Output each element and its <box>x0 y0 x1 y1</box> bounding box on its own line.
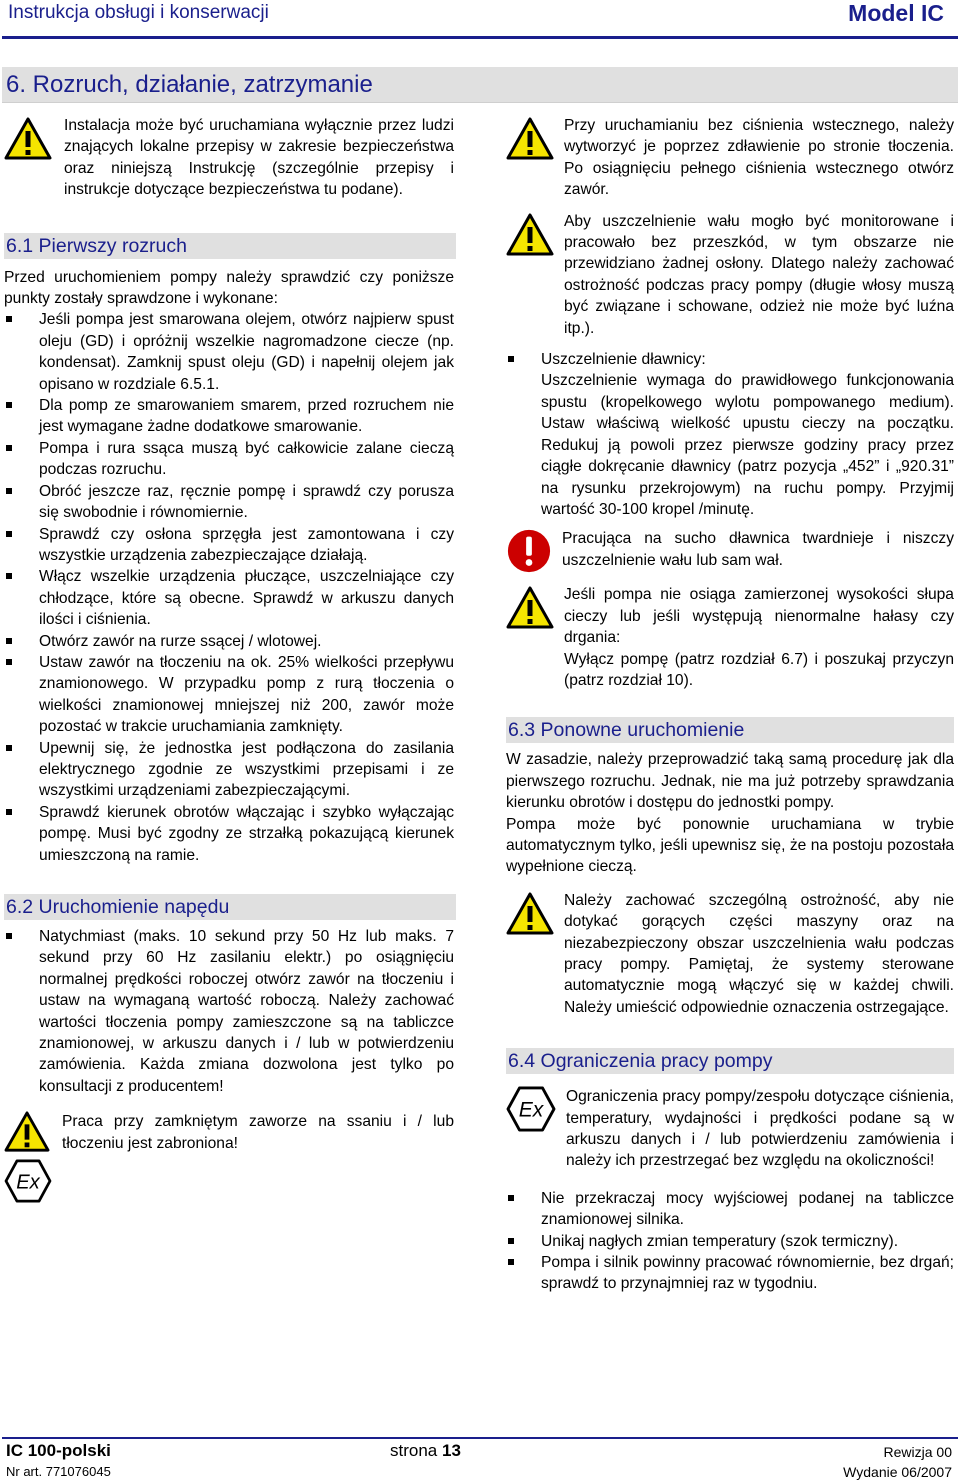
list-item: Nie przekraczaj mocy wyjściowej podanej na tabliczce znamionowej silnika. <box>506 1188 954 1231</box>
gland-label: Uszczelnienie dławnicy: <box>541 351 706 369</box>
right-column <box>506 115 954 1295</box>
section-6-1-intro: Przed uruchomieniem pompy należy sprawdzić czy poniższe punkty zostały sprawdzone i wykonane: <box>4 268 454 308</box>
shaft-seal-warning-text: Aby uszczelnienie wału mogło być monitorowane i pracowało bez przeszkód, w tym obszarze nie przewidziano żadnej osłony. Dlatego należy zachować ostrożność podczas pracy pompy (długie włosy muszą być związane i schowane, odzież nie może być luźna itp.). <box>564 212 954 337</box>
list-item: Otwórz zawór na rurze ssącej / wlotowej. <box>4 631 454 652</box>
section-6-4-title: 6.4 Ograniczenia pracy pompy <box>506 1048 954 1074</box>
section-6-1-title: 6.1 Pierwszy rozruch <box>4 233 456 259</box>
warning-triangle-icon <box>506 115 554 201</box>
section-6-3-paragraph-1: W zasadzie, należy przeprowadzić taką samą procedurę jak dla pierwszego rozruchu. Jednak, nie ma już potrzeby sprawdzania kierunku obrotów i dostępu do jednostki pompy. <box>506 751 954 812</box>
footer-rule <box>2 1437 958 1439</box>
operating-limits-ex-text: Ograniczenia pracy pompy/zespołu dotyczące ciśnienia, temperatury, wydajności i prędkości podane są w arkuszu danych i / lub potwierdzeniu zamówienia i należy ich przestrzegać bez względu na okoliczności! <box>566 1088 954 1170</box>
hot-parts-warning-text: Należy zachować szczególną ostrożność, aby nie dotykać gorących części maszyny oraz na niezabezpieczony obszar uszczelnienia wału podczas pracy pompy. Pamiętaj, że systemy sterowane automatycznie mogą włączyć się w każdej chwili. Należy umieścić odpowiednie oznaczenia ostrzegające. <box>564 891 954 1016</box>
gland-text: Uszczelnienie wymaga do prawidłowego funkcjonowania spustu (kropelkowego wylotu pompowanego medium). Ustaw właściwą wielkość upustu cieczy na początku. Redukuj ją powoli przez pierwsze godziny pracy przez ciągłe dokręcanie dławnicy (patrz pozycja „452” i „920.31” na rysunku przekrojowym) na ruchu pompy. Przyjmij wartość 30-100 kropel /minutę. <box>541 372 954 518</box>
list-item: Unikaj nagłych zmian temperatury (szok termiczny). <box>506 1231 954 1252</box>
warning-triangle-icon <box>506 890 554 1018</box>
section-6-2-list <box>4 926 454 1097</box>
warning-triangle-icon <box>506 584 554 691</box>
list-item: Natychmiast (maks. 10 sekund przy 50 Hz lub maks. 7 sekund przy 60 Hz zasilaniu elektr.) po osiągnięciu normalnej prędkości roboczej otwórz zawór na tłoczeniu i ustaw na wymaganą wartość roboczą. Należy zachować wartości tłoczenia pompy zamieszczone są na tabliczce znamionowej, w arkuszu danych i / lub w potwierdzeniu zamówienia. Każda zmiana dozwolona jest tylko po konsultacji z producentem! <box>4 926 454 1097</box>
footer-page-label: strona <box>390 1441 438 1460</box>
ex-explosion-icon <box>4 1159 52 1203</box>
list-item: Obróć jeszcze raz, ręcznie pompę i sprawdź czy porusza się swobodnie i równomiernie. <box>4 481 454 524</box>
shaft-seal-warning <box>506 211 954 339</box>
header-model: Model IC <box>848 0 944 26</box>
section-title: 6. Rozruch, działanie, zatrzymanie <box>2 67 958 103</box>
list-item: Jeśli pompa jest smarowana olejem, otwórz najpierw spust oleju (GD) i opróżnij wszelkie nagromadzone ciecze (np. kondensat). Zamknij spust oleju (GD) i napełnij olejem jak opisano w rozdziale 6.5.1. <box>4 309 454 395</box>
exclamation-circle-icon <box>506 528 552 574</box>
list-item: Sprawdź czy osłona sprzęgła jest zamontowana i czy wszystkie urządzenia zabezpieczające działają. <box>4 524 454 567</box>
head-warning <box>506 584 954 691</box>
footer-page-number: 13 <box>441 1441 461 1460</box>
footer-article: Nr art. 771076045 <box>6 1464 111 1479</box>
header-title: Instrukcja obsługi i konserwacji <box>8 2 269 23</box>
ex-explosion-icon <box>506 1086 556 1172</box>
footer-doc: IC 100-polski <box>6 1441 111 1460</box>
intro-warning <box>4 115 454 201</box>
section-6-4-list <box>506 1188 954 1295</box>
list-item: Dla pomp ze smarowaniem smarem, przed rozruchem nie jest wymagane żadne dodatkowe smarowanie. <box>4 395 454 438</box>
section-6-2-warning-text: Praca przy zamkniętym zaworze na ssaniu i / lub tłoczeniu jest zabroniona! <box>62 1113 454 1152</box>
footer-edition: Wydanie 06/2007 <box>843 1464 952 1480</box>
list-item: Ustaw zawór na tłoczeniu na ok. 25% wielkości przepływu znamionowego. W przypadku pomp z rurą tłoczenia o wielkości znamionowej mniejszej niż 200, zawór może pozostać w trakcie uruchamiania zamknięty. <box>4 652 454 738</box>
list-item: Sprawdź kierunek obrotów włączając i szybko wyłączając pompę. Musi być zgodny ze strzałką pokazującą kierunek umieszczoną na ramie. <box>4 802 454 866</box>
footer-revision: Rewizja 00 <box>883 1444 952 1460</box>
back-pressure-warning <box>506 115 954 201</box>
warning-triangle-icon <box>4 1111 52 1153</box>
dry-running-notice-text: Pracująca na sucho dławnica twardnieje i niszczy uszczelnienie wału lub sam wał. <box>562 530 954 569</box>
list-item: Pompa i silnik powinny pracować równomiernie, bez drgań; sprawdź to przynajmniej raz w tygodniu. <box>506 1252 954 1295</box>
intro-warning-text: Instalacja może być uruchamiana wyłącznie przez ludzi znających lokalne przepisy w zakresie bezpieczeństwa oraz niniejszą Instrukcję (szczególnie przepisy i instrukcje dotyczące bezpieczeństwa tu podane). <box>64 117 454 199</box>
gland-packing-list <box>506 349 954 520</box>
section-6-2-warning <box>4 1111 454 1203</box>
section-6-3-title: 6.3 Ponowne uruchomienie <box>506 717 954 743</box>
list-item: Pompa i rura ssąca muszą być całkowicie zalane cieczą podczas rozruchu. <box>4 438 454 481</box>
warning-icons <box>4 1111 52 1203</box>
head-warning-action: Wyłącz pompę (patrz rozdział 6.7) i poszukaj przyczyn (patrz rozdział 10). <box>564 650 954 689</box>
section-6-3-paragraph-2: Pompa może być ponownie uruchamiana w trybie automatycznym tylko, jeśli upewnisz się, że na postoju pozostała wypełnione cieczą. <box>506 815 954 876</box>
list-item <box>506 349 954 520</box>
list-item: Włącz wszelkie urządzenia płuczące, uszczelniające czy chłodzące, które są obecne. Sprawdź w arkuszu danych ilości i ciśnienia. <box>4 566 454 630</box>
back-pressure-warning-text: Przy uruchamianiu bez ciśnienia wstecznego, należy wytworzyć je poprzez zdławienie po stronie tłoczenia. Po osiągnięciu pełnego ciśnienia wstecznego otwórz zawór. <box>564 117 954 199</box>
dry-running-notice <box>506 528 954 574</box>
left-column <box>4 115 454 1203</box>
section-6-2-title: 6.2 Uruchomienie napędu <box>4 894 456 920</box>
footer-page <box>390 1441 461 1461</box>
warning-triangle-icon <box>4 115 52 201</box>
operating-limits-ex-note <box>506 1086 954 1172</box>
hot-parts-warning <box>506 890 954 1018</box>
section-6-1-checklist <box>4 309 454 866</box>
head-warning-text: Jeśli pompa nie osiąga zamierzonej wysokości słupa cieczy lub jeśli występują nienormalne hałasy czy drgania: <box>564 586 954 647</box>
header-rule <box>2 36 958 39</box>
list-item: Upewnij się, że jednostka jest podłączona do zasilania elektrycznego zgodnie ze wszystkimi przepisami i ze wszystkimi urządzeniami zabezpieczającymi. <box>4 738 454 802</box>
warning-triangle-icon <box>506 211 554 339</box>
